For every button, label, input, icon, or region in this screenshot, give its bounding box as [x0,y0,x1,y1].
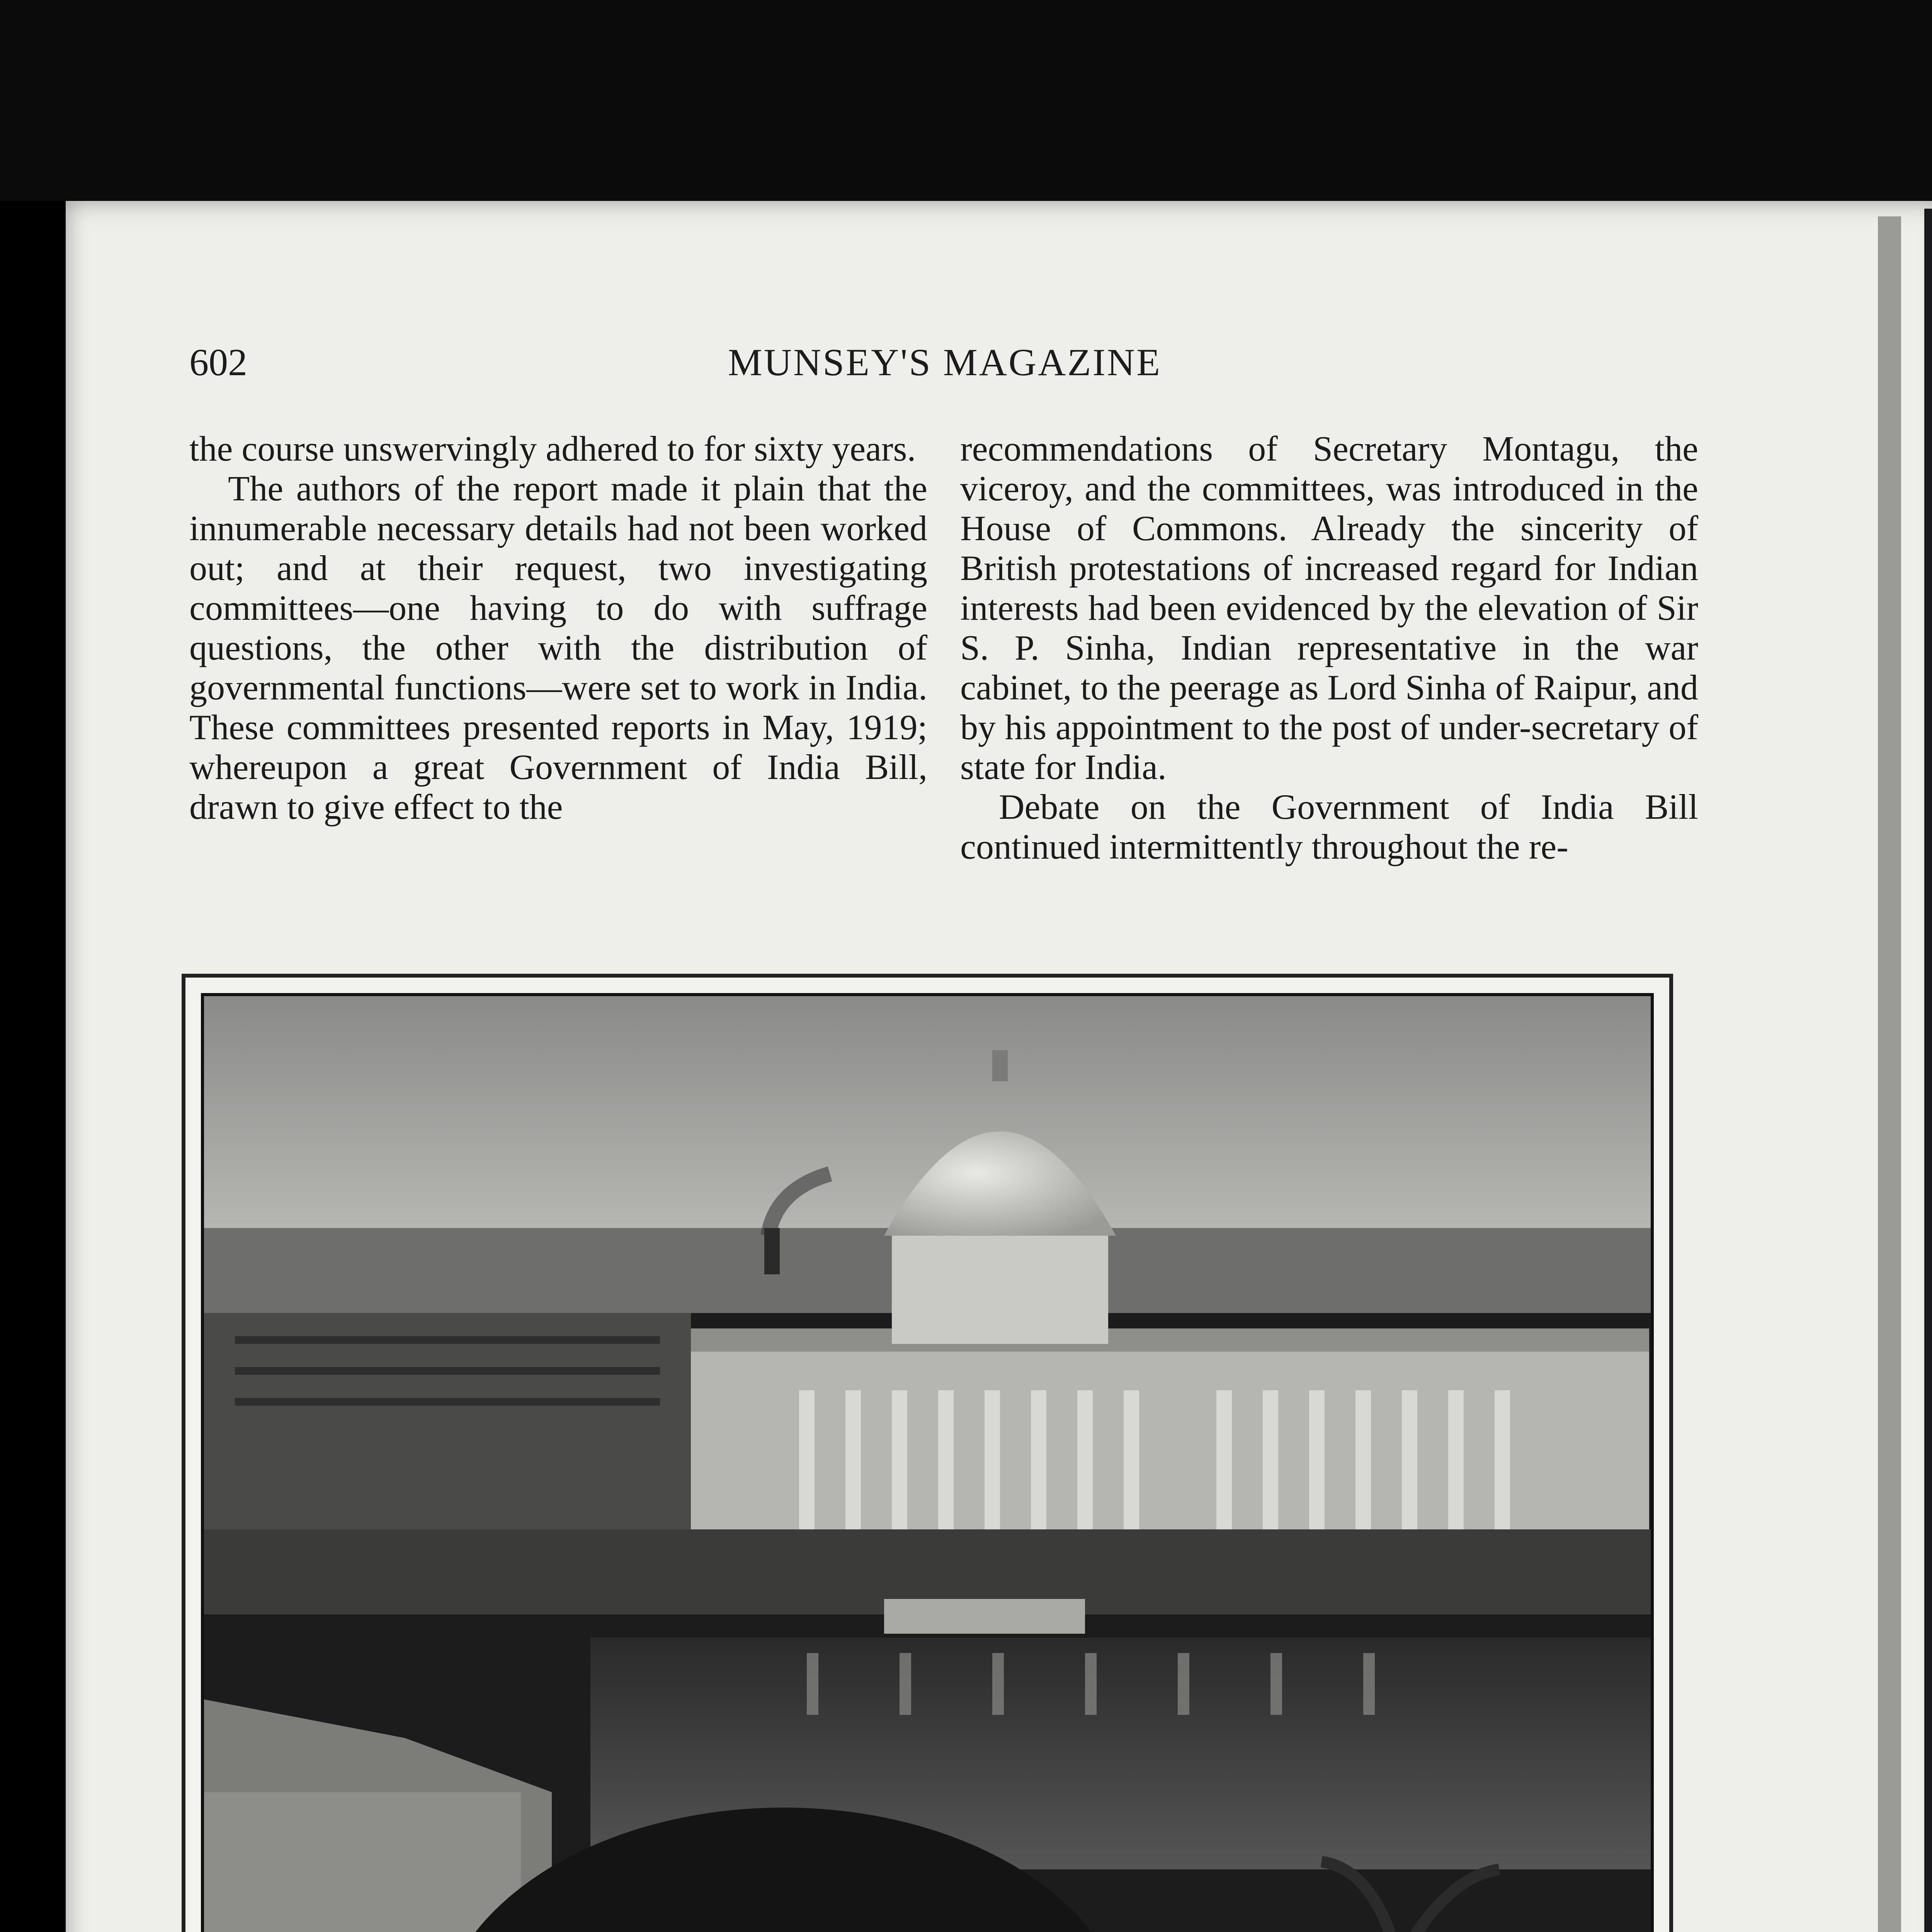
scan-border [0,0,1932,201]
paragraph: Debate on the Government of India Bill continued intermittently throughout the re- [960,787,1698,866]
paragraph: The authors of the report made it plain that the innumerable necessary details had not been worked out; and at their request, two investigating committees—one having to do with suffrage questions, the other with the distribution of governmental functions—were set to work in India. These committees presented reports in May, 1919; whereupon a great Government of India Bill, drawn to give effect to the [189,469,927,827]
text-column-left [189,429,927,931]
paragraph: the course unswervingly adhered to for sixty years. [189,429,916,468]
page-number: 602 [189,341,247,384]
text-column-right [960,429,1698,931]
page-edge [1878,216,1901,1932]
photograph-calcutta-post-office [201,993,1654,1932]
paragraph: recommendations of Secretary Montagu, the viceroy, and the committees, was introduced in the House of Commons. Already the sincerity of British protestations of increased regard for Indian interests had been evidenced by the elevation of Sir S. P. Sinha, Indian representative in the war cabinet, to the peerage as Lord Sinha of Raipur, and by his appointment to the post of under-secretary of state for India. [960,429,1698,787]
binding-fold [1924,209,1932,1932]
magazine-title: MUNSEY'S MAGAZINE [728,341,1162,384]
running-header [189,340,1700,390]
photo-frame [182,974,1673,1932]
